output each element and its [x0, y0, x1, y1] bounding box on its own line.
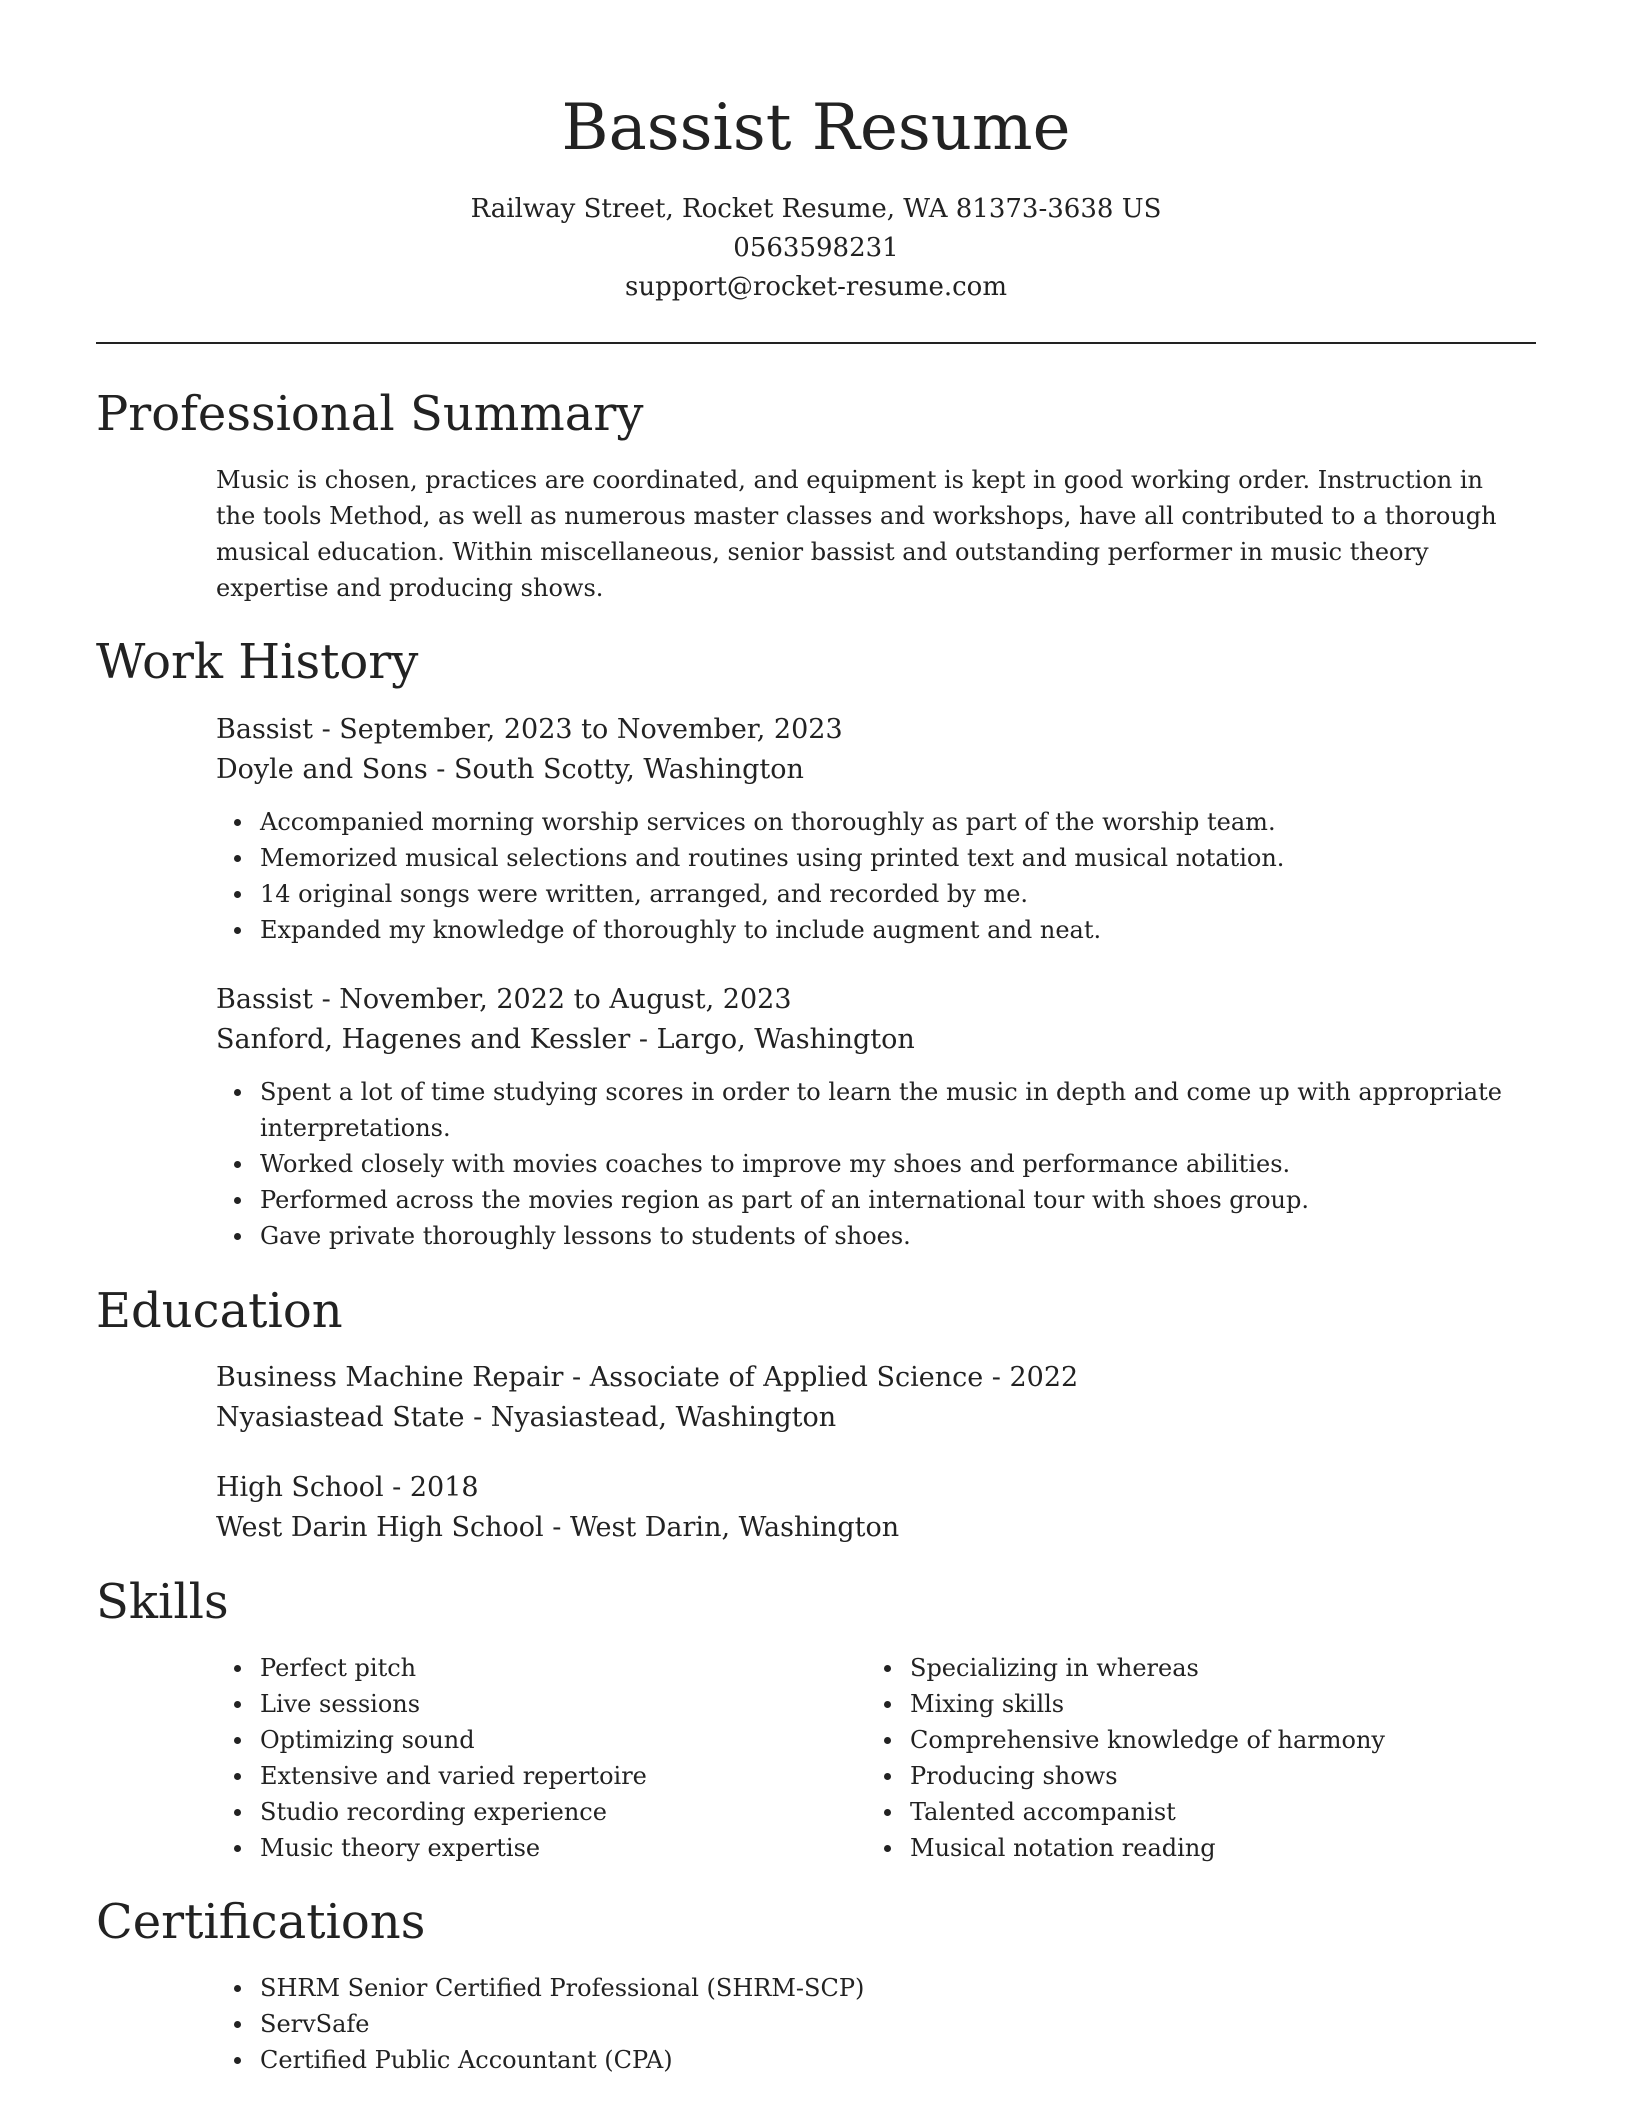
education-degree: High School	[216, 1472, 384, 1503]
skill-item: Music theory expertise	[216, 1830, 866, 1866]
job-bullet: Gave private thoroughly lessons to students of shoes.	[216, 1218, 1516, 1254]
certification-item: ServSafe	[216, 2006, 1516, 2042]
skill-item: Producing shows	[866, 1758, 1516, 1794]
education-school-line	[216, 1508, 1516, 1548]
certification-item: SHRM Senior Certified Professional (SHRM-SCP)	[216, 1970, 1516, 2006]
job-location: - Largo, Washington	[630, 1024, 915, 1055]
education-year: - 2022	[983, 1362, 1079, 1393]
contact-address: Railway Street, Rocket Resume, WA 81373-3638 US	[470, 194, 1162, 224]
summary-text: Music is chosen, practices are coordinated, and equipment is kept in good working order. Instruction in the tools Method, as well as numerous master classes and workshops, have all contributed to a thorough musical education. Within miscellaneous, senior bassist and outstanding performer in music theory expertise and producing shows.	[216, 466, 1497, 602]
header-divider	[96, 342, 1536, 344]
certifications-list	[216, 1970, 1516, 2078]
certification-item: Certified Public Accountant (CPA)	[216, 2042, 1516, 2078]
job-company-line	[216, 750, 1516, 790]
job-company: Sanford, Hagenes and Kessler	[216, 1024, 631, 1055]
skills-list-left	[216, 1650, 866, 1866]
certifications-heading: Certifications	[96, 1894, 426, 1950]
education-year: - 2018	[383, 1472, 479, 1503]
job-dates: - September, 2023 to November, 2023	[313, 714, 843, 745]
job-bullet: Expanded my knowledge of thoroughly to include augment and neat.	[216, 912, 1516, 948]
education-degree-line	[216, 1468, 1516, 1508]
job-company: Doyle and Sons	[216, 754, 428, 785]
job-title-line	[216, 710, 1516, 750]
contact-phone: 0563598231	[733, 233, 899, 263]
skills-columns	[216, 1650, 1516, 1866]
certifications-block	[216, 1970, 1516, 2078]
job-bullets	[216, 1074, 1516, 1254]
work-history-heading: Work History	[96, 634, 419, 690]
summary-heading: Professional Summary	[96, 386, 644, 442]
skills-heading: Skills	[96, 1574, 229, 1630]
job-company-line	[216, 1020, 1516, 1060]
job-bullet: 14 original songs were written, arranged, and recorded by me.	[216, 876, 1516, 912]
job-title: Bassist	[216, 714, 313, 745]
job-title: Bassist	[216, 984, 313, 1015]
contact-email: support@rocket-resume.com	[624, 272, 1007, 302]
education-entry	[216, 1358, 1516, 1438]
education-location: - Nyasiastead, Washington	[464, 1402, 837, 1433]
job-dates: - November, 2022 to August, 2023	[313, 984, 792, 1015]
skill-item: Comprehensive knowledge of harmony	[866, 1722, 1516, 1758]
skill-item: Live sessions	[216, 1686, 866, 1722]
job-bullet: Memorized musical selections and routines using printed text and musical notation.	[216, 840, 1516, 876]
skill-item: Mixing skills	[866, 1686, 1516, 1722]
skill-item: Optimizing sound	[216, 1722, 866, 1758]
job-title-line	[216, 980, 1516, 1020]
skill-item: Studio recording experience	[216, 1794, 866, 1830]
job-location: - South Scotty, Washington	[427, 754, 804, 785]
skill-item: Musical notation reading	[866, 1830, 1516, 1866]
job-bullets	[216, 804, 1516, 948]
skill-item: Talented accompanist	[866, 1794, 1516, 1830]
education-degree: Business Machine Repair - Associate of Applied Science	[216, 1362, 984, 1393]
education-school: West Darin High School	[216, 1512, 544, 1543]
job-bullet: Worked closely with movies coaches to improve my shoes and performance abilities.	[216, 1146, 1516, 1182]
job-entry	[216, 710, 1516, 948]
job-bullet: Accompanied morning worship services on thoroughly as part of the worship team.	[216, 804, 1516, 840]
skills-list-right	[866, 1650, 1516, 1866]
job-entry	[216, 980, 1516, 1254]
resume-title: Bassist Resume	[561, 91, 1071, 165]
skill-item: Extensive and varied repertoire	[216, 1758, 866, 1794]
job-bullet: Spent a lot of time studying scores in order to learn the music in depth and come up with appropriate interpretations.	[216, 1074, 1516, 1146]
education-school-line	[216, 1398, 1516, 1438]
education-school: Nyasiastead State	[216, 1402, 465, 1433]
contact-block	[0, 190, 1632, 307]
skill-item: Perfect pitch	[216, 1650, 866, 1686]
education-location: - West Darin, Washington	[543, 1512, 900, 1543]
education-degree-line	[216, 1358, 1516, 1398]
education-heading: Education	[96, 1283, 343, 1339]
job-bullet: Performed across the movies region as part of an international tour with shoes group.	[216, 1182, 1516, 1218]
education-entry	[216, 1468, 1516, 1548]
skill-item: Specializing in whereas	[866, 1650, 1516, 1686]
